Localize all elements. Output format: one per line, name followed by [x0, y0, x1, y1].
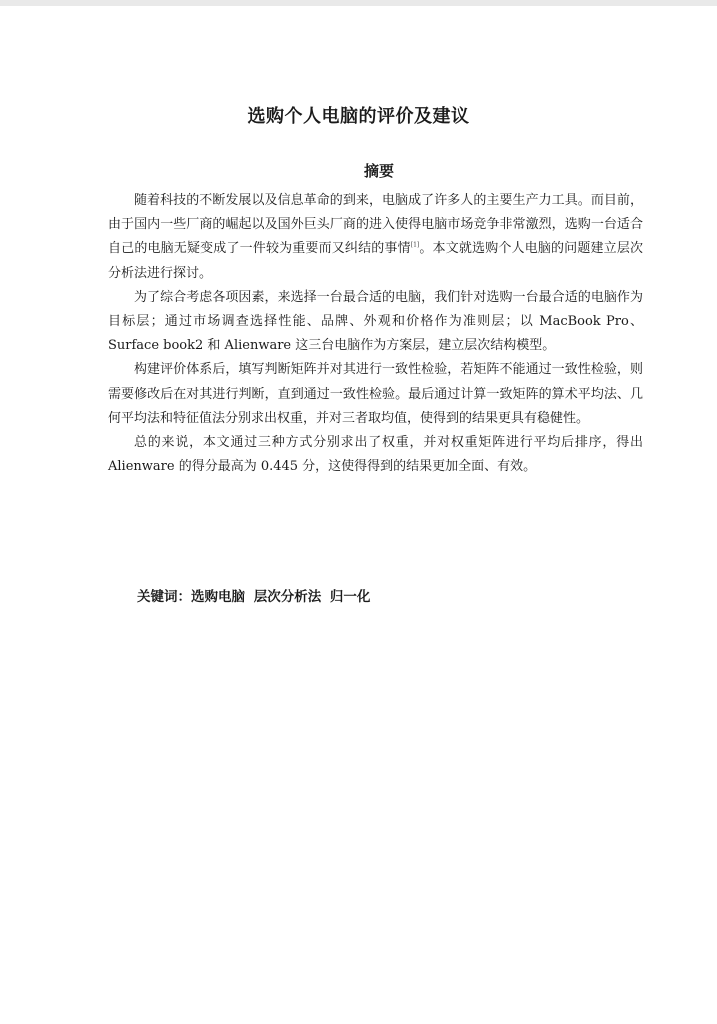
keyword: 归一化 [329, 589, 371, 605]
paragraph-text: 。本文就选购个人电脑的问题建立层次分析法进行探讨。 [108, 241, 643, 281]
abstract-paragraph-3: 构建评价体系后，填写判断矩阵并对其进行一致性检验，若矩阵不能通过一致性检验，则需要修改后在对其进行判断，直到通过一致性检验。最后通过计算一致矩阵的算术平均法、几何平均法和特征值法分别求出权重，并对三者取均值，使得到的结果更具有稳健性。 [108, 362, 643, 426]
citation-marker: [1] [410, 242, 420, 250]
abstract-paragraph-1 [108, 189, 643, 286]
keywords-line [137, 585, 370, 605]
abstract-body [108, 189, 643, 479]
abstract-paragraph-4: 总的来说，本文通过三种方式分别求出了权重，并对权重矩阵进行平均后排序，得出 Alienware 的得分最高为 0.445 分，这使得得到的结果更加全面、有效。 [108, 435, 643, 475]
abstract-paragraph-2: 为了综合考虑各项因素，来选择一台最合适的电脑，我们针对选购一台最合适的电脑作为目标层；通过市场调查选择性能、品牌、外观和价格作为准则层；以 MacBook Pro、Surface book2 和 Alienware 这三台电脑作为方案层，建立层次结构模型。 [108, 289, 643, 354]
document-title: 选购个人电脑的评价及建议 [247, 106, 470, 127]
keywords-label: 关键词： [137, 589, 191, 605]
keyword: 选购电脑 [191, 589, 245, 605]
document-page [0, 6, 717, 1024]
paragraph-text: 随着科技的不断发展以及信息革命的到来，电脑成了许多人的主要生产力工具。而目前，由于国内一些厂商的崛起以及国外巨头厂商的进入使得电脑市场竞争非常激烈，选购一台适合自己的电脑无疑变成了一件较为重要而又纠结的事情 [108, 193, 643, 257]
abstract-heading: 摘要 [363, 162, 394, 180]
keyword: 层次分析法 [253, 589, 322, 605]
